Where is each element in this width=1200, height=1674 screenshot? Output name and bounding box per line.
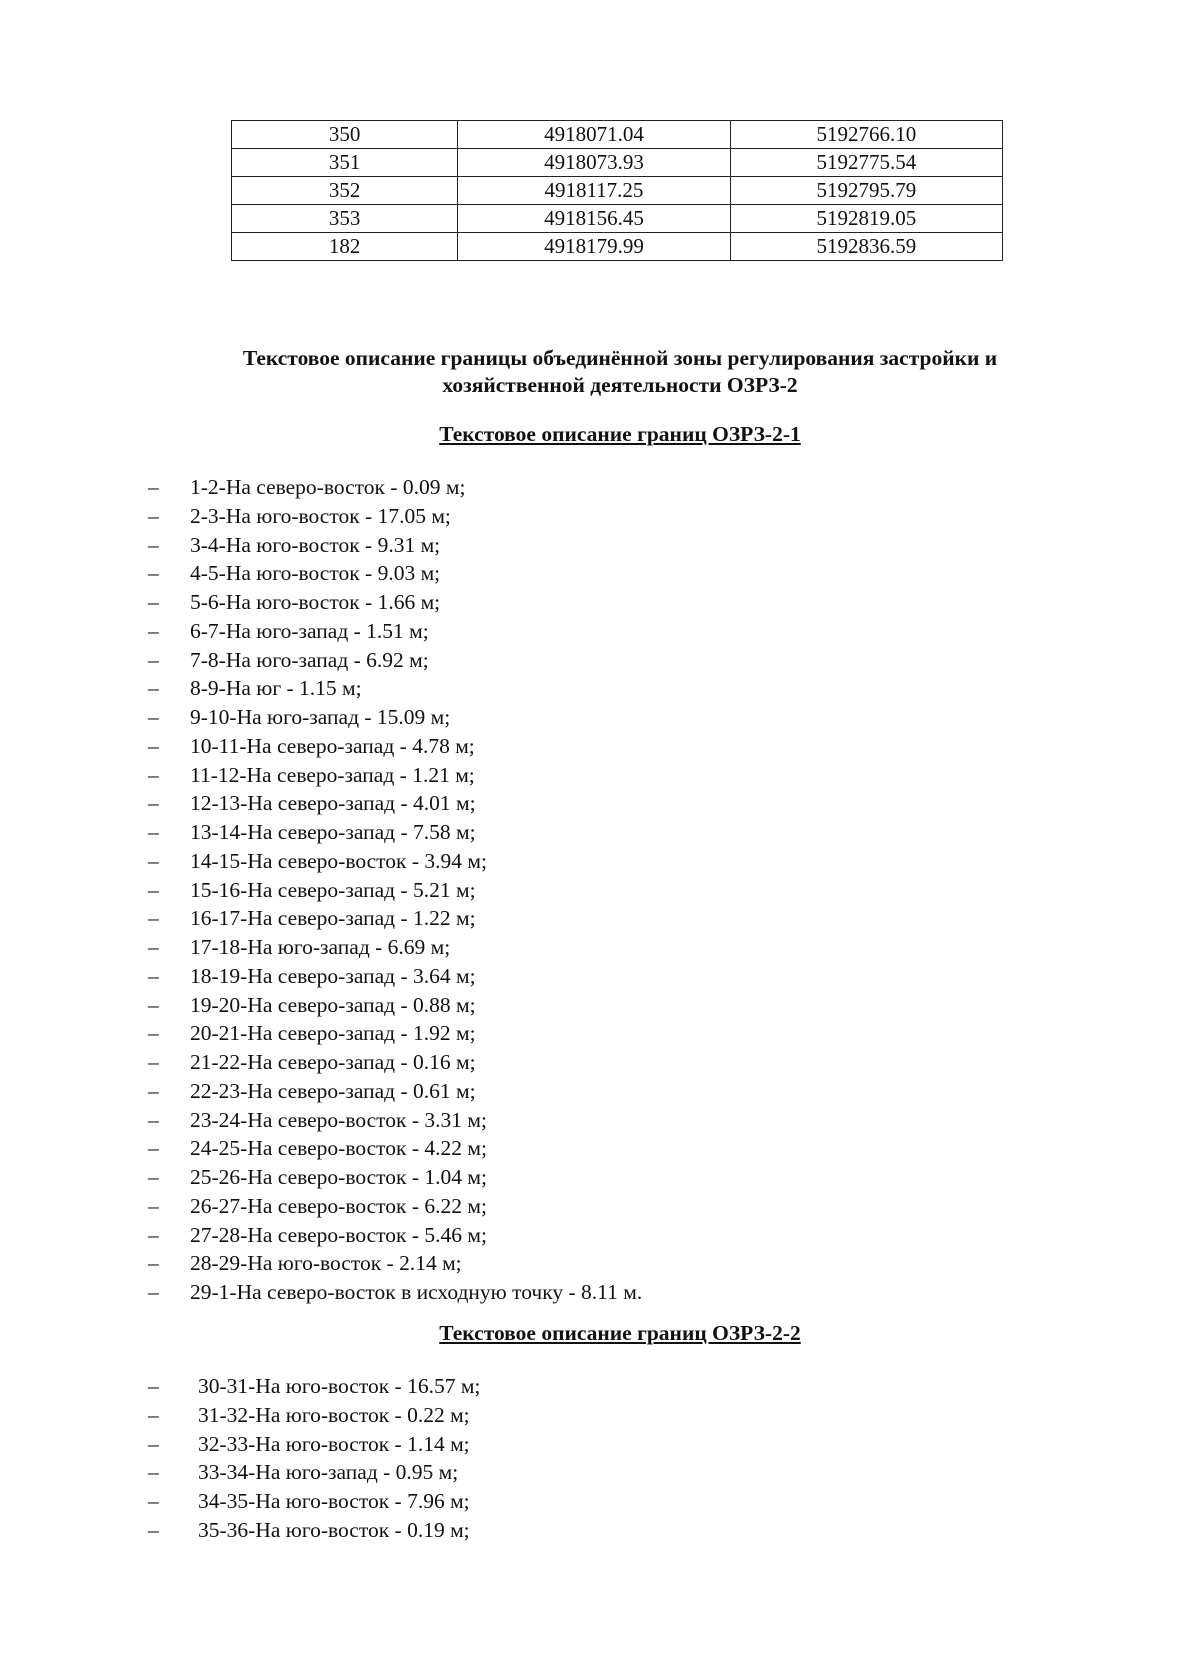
list-item-text: 6-7-На юго-запад - 1.51 м; [190,618,429,643]
list-marker: – [148,1374,159,1398]
list-item-text: 15-16-На северо-запад - 5.21 м; [190,877,476,902]
list-marker: – [148,1517,159,1542]
list-item-text: 24-25-На северо-восток - 4.22 м; [190,1136,487,1161]
list-marker: – [148,561,159,586]
list-item-text: 19-20-На северо-запад - 0.88 м; [190,992,476,1017]
list-item-text: 1-2-На северо-восток - 0.09 м; [190,475,466,499]
list-item-text: 5-6-На юго-восток - 1.66 м; [190,590,441,614]
list-item-text: 17-18-На юго-запад - 6.69 м; [190,935,451,959]
y-coordinate-cell: 5192766.10 [730,121,1002,149]
document-title [150,345,1090,399]
coordinates-table-body [232,121,1003,261]
list-item-text: 8-9-На юг - 1.15 м; [190,676,362,701]
list-item-text: 23-24-На северо-восток - 3.31 м; [190,1107,487,1132]
list-item-text: 29-1-На северо-восток в исходную точку - 8.11 м. [190,1280,643,1304]
table-row [232,205,1003,233]
list-marker: – [148,475,159,499]
list-marker: – [148,1431,159,1456]
point-number-cell: 182 [232,233,458,261]
list-item-text: 25-26-На северо-восток - 1.04 м; [190,1165,487,1189]
list-marker: – [148,906,159,931]
list-item-text: 7-8-На юго-запад - 6.92 м; [190,647,429,672]
point-number-cell: 353 [232,205,458,233]
list-marker: – [148,877,159,902]
list-marker: – [148,1280,159,1304]
list-item-text: 10-11-На северо-запад - 4.78 м; [190,733,475,758]
list-marker: – [148,532,159,557]
section-2-title: Текстовое описание границ ОЗРЗ-2-2 [439,1321,801,1345]
y-coordinate-cell: 5192836.59 [730,233,1002,261]
x-coordinate-cell: 4918156.45 [458,205,730,233]
list-marker: – [148,791,159,816]
point-number-cell: 351 [232,149,458,177]
x-coordinate-cell: 4918071.04 [458,121,730,149]
list-item-text: 14-15-На северо-восток - 3.94 м; [190,848,487,873]
list-item-text: 2-3-На юго-восток - 17.05 м; [190,503,451,528]
list-marker: – [148,1222,159,1247]
list-marker: – [148,1251,159,1276]
table-row [232,233,1003,261]
list-item-text: 31-32-На юго-восток - 0.22 м; [198,1402,470,1427]
y-coordinate-cell: 5192819.05 [730,205,1002,233]
list-item-text: 33-34-На юго-запад - 0.95 м; [198,1460,459,1485]
list-marker: – [148,647,159,672]
list-item-text: 11-12-На северо-запад - 1.21 м; [190,762,475,787]
list-marker: – [148,1165,159,1189]
list-marker: – [148,1021,159,1046]
list-item-text: 35-36-На юго-восток - 0.19 м; [198,1517,470,1542]
list-marker: – [148,733,159,758]
list-marker: – [148,618,159,643]
list-marker: – [148,503,159,528]
list-item-text: 26-27-На северо-восток - 6.22 м; [190,1193,487,1218]
x-coordinate-cell: 4918117.25 [458,177,730,205]
list-marker: – [148,1193,159,1218]
list-item-text: 30-31-На юго-восток - 16.57 м; [198,1374,481,1398]
list-item-text: 9-10-На юго-запад - 15.09 м; [190,705,451,729]
list-marker: – [148,848,159,873]
list-item-text: 18-19-На северо-запад - 3.64 м; [190,963,476,988]
list-marker: – [148,705,159,729]
list-item-text: 27-28-На северо-восток - 5.46 м; [190,1222,487,1247]
list-marker: – [148,1489,159,1513]
list-item-text: 4-5-На юго-восток - 9.03 м; [190,561,441,586]
list-item-text: 21-22-На северо-запад - 0.16 м; [190,1050,476,1074]
list-marker: – [148,1078,159,1103]
table-row [232,149,1003,177]
list-marker: – [148,1460,159,1485]
document-title-line-1: Текстовое описание границы объединённой зоны регулирования застройки и [242,346,998,370]
list-item-text: 20-21-На северо-запад - 1.92 м; [190,1021,476,1046]
y-coordinate-cell: 5192775.54 [730,149,1002,177]
document-title-line-2: хозяйственной деятельности ОЗРЗ-2 [442,373,798,397]
list-marker: – [148,1050,159,1074]
table-row [232,177,1003,205]
list-marker: – [148,1402,159,1427]
list-item-text: 32-33-На юго-восток - 1.14 м; [198,1431,470,1456]
list-item-text: 3-4-На юго-восток - 9.31 м; [190,532,441,557]
y-coordinate-cell: 5192795.79 [730,177,1002,205]
x-coordinate-cell: 4918073.93 [458,149,730,177]
list-marker: – [148,1136,159,1161]
point-number-cell: 350 [232,121,458,149]
list-marker: – [148,963,159,988]
list-marker: – [148,676,159,701]
x-coordinate-cell: 4918179.99 [458,233,730,261]
table-row [232,121,1003,149]
list-marker: – [148,590,159,614]
list-marker: – [148,1107,159,1132]
list-marker: – [148,820,159,844]
list-marker: – [148,935,159,959]
list-marker: – [148,762,159,787]
list-item-text: 22-23-На северо-запад - 0.61 м; [190,1078,476,1103]
section-1-title: Текстовое описание границ ОЗРЗ-2-1 [439,422,801,446]
list-item-text: 13-14-На северо-запад - 7.58 м; [190,820,476,844]
list-marker: – [148,992,159,1017]
point-number-cell: 352 [232,177,458,205]
list-item-text: 12-13-На северо-запад - 4.01 м; [190,791,476,816]
coordinates-table [231,120,1003,261]
list-item-text: 34-35-На юго-восток - 7.96 м; [198,1489,470,1513]
list-item-text: 16-17-На северо-запад - 1.22 м; [190,906,476,931]
list-item-text: 28-29-На юго-восток - 2.14 м; [190,1251,462,1276]
